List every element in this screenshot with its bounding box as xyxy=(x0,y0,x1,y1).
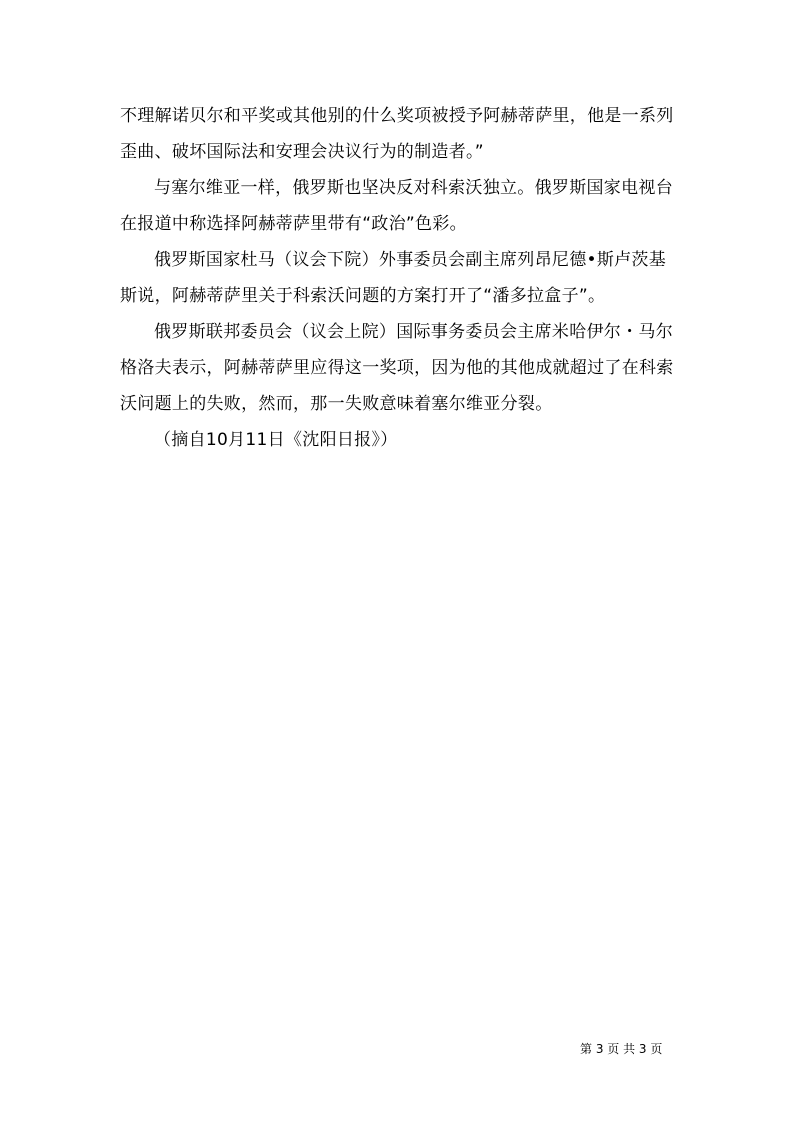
page-number-footer: 第 3 页 共 3 页 xyxy=(580,1042,663,1056)
paragraph-russia-opposition: 与塞尔维亚一样，俄罗斯也坚决反对科索沃独立。俄罗斯国家电视台在报道中称选择阿赫蒂萨里带有“政治”色彩。 xyxy=(120,178,673,234)
paragraph-quote-end: 不理解诺贝尔和平奖或其他别的什么奖项被授予阿赫蒂萨里，他是一系列歪曲、破坏国际法和安理会决议行为的制造者。” xyxy=(120,106,674,162)
source-citation: （摘自10月11日《沈阳日报》） xyxy=(154,430,398,450)
article-body xyxy=(120,98,680,458)
paragraph-federation-council-statement: 俄罗斯联邦委员会（议会上院）国际事务委员会主席米哈伊尔・马尔格洛夫表示，阿赫蒂萨里应得这一奖项，因为他的其他成就超过了在科索沃问题上的失败，然而，那一失败意味着塞尔维亚分裂。 xyxy=(120,322,674,414)
paragraph-duma-statement: 俄罗斯国家杜马（议会下院）外事委员会副主席列昂尼德•斯卢茨基斯说，阿赫蒂萨里关于科索沃问题的方案打开了“潘多拉盒子”。 xyxy=(120,250,667,306)
